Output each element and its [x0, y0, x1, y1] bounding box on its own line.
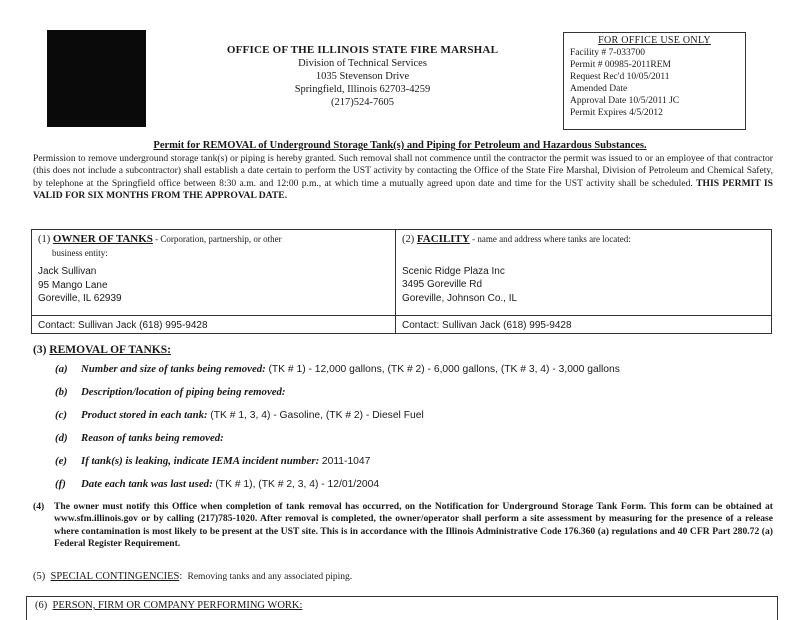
owner-name: Jack Sullivan	[38, 266, 97, 277]
owner-street: 95 Mango Lane	[38, 279, 108, 291]
removal-item: (b) Description/location of piping being removed:	[55, 386, 286, 398]
special-num: (5)	[33, 571, 46, 582]
notice-num: (4)	[33, 501, 45, 512]
removal-item: (f) Date each tank was last used: (TK # 1), (TK # 2, 3, 4) - 12/01/2004	[55, 478, 380, 490]
removal-heading: REMOVAL OF TANKS:	[49, 344, 171, 356]
person-num: (6)	[35, 600, 48, 611]
owner-sub: - Corporation, partnership, or other	[152, 234, 282, 244]
facility-city: Goreville, Johnson Co., IL	[402, 292, 518, 304]
removal-item: (e) If tank(s) is leaking, indicate IEMA incident number: 2011-1047	[55, 455, 371, 467]
permit-validity: THIS PERMIT IS VALID FOR SIX MONTHS FROM THE APPROVAL DATE.	[33, 177, 774, 202]
owner-city: Goreville, IL 62939	[38, 293, 122, 304]
notice-text: The owner must notify this Office when completion of tank removal has occurred, on the Notification for Underground Storage Tank Form. This form can be obtained at www.sfm.illinois.gov or by calling (217)785-1020. After removal is completed, the owner/operator shall perform a site assessment by measuring for the presence of a release where contamination is most likely to be present at the UST site. This is in accordance with the Illinois Administrative Code 176.360 (a) regulations and 40 CFR Part 280.72 (a) Federal Register Requirement.	[54, 501, 773, 550]
facility-heading: FACILITY	[416, 233, 470, 245]
owner-contact: Contact: Sullivan Jack (618) 995-9428	[38, 320, 208, 331]
facility-street: 3495 Goreville Rd	[402, 279, 483, 290]
owner-cell	[38, 233, 388, 306]
office-use-line: Approval Date 10/5/2011 JC	[570, 96, 680, 106]
person-heading: PERSON, FIRM OR COMPANY PERFORMING WORK:	[52, 600, 303, 611]
office-use-line: Facility # 7-033700	[570, 48, 645, 58]
redacted-logo	[47, 30, 146, 127]
agency-division: Division of Technical Services	[298, 58, 427, 69]
owner-sub2: business entity:	[52, 247, 108, 258]
special-text: Removing tanks and any associated piping.	[187, 572, 353, 582]
facility-name: Scenic Ridge Plaza Inc	[402, 265, 505, 277]
special-heading: SPECIAL CONTINGENCIES	[50, 571, 180, 582]
office-use-box	[563, 32, 746, 130]
agency-street: 1035 Stevenson Drive	[315, 71, 410, 82]
office-use-line: Permit # 00985-2011REM	[570, 60, 671, 70]
special-contingencies: (5) SPECIAL CONTINGENCIES: Removing tanks and any associated piping.	[33, 571, 353, 582]
facility-sub: - name and address where tanks are located:	[469, 234, 631, 244]
facility-num: (2)	[402, 234, 415, 245]
agency-phone: (217)524-7605	[331, 97, 394, 108]
facility-contact: Contact: Sullivan Jack (618) 995-9428	[402, 320, 572, 331]
office-use-line: Permit Expires 4/5/2012	[570, 108, 663, 118]
owner-num: (1)	[38, 234, 51, 245]
person-performing-work	[26, 596, 778, 620]
agency-city: Springfield, Illinois 62703-4259	[294, 84, 431, 95]
agency-name: OFFICE OF THE ILLINOIS STATE FIRE MARSHAL	[226, 44, 499, 56]
office-use-line: Request Rec'd 10/05/2011	[570, 72, 670, 82]
removal-num: (3)	[33, 344, 47, 356]
removal-item: (d) Reason of tanks being removed:	[55, 432, 224, 444]
notice-section	[33, 501, 773, 551]
agency-header	[190, 44, 535, 109]
owner-facility-table	[31, 229, 772, 334]
office-use-line: Amended Date	[570, 84, 628, 94]
office-use-header: FOR OFFICE USE ONLY	[598, 35, 711, 46]
removal-heading-row	[33, 344, 171, 356]
permit-body-text: Permission to remove underground storage tank(s) or piping is hereby granted. Such removal shall not commence until the contractor the permit was issued to or an employee of that contractor (this does not include a subcontractor) shall establish a date certain to perform the UST activity by contacting the Office of the State Fire Marshal, Division of Petroleum and Chemical Safety, by telephone at the Springfield office between 8:30 a.m. and 12:00 p.m., at which time a mutually agreed upon date and time for the UST activity shall be scheduled.	[33, 153, 773, 189]
facility-cell	[402, 233, 767, 305]
owner-heading: OWNER OF TANKS	[52, 233, 153, 245]
permit-title: Permit for REMOVAL of Underground Storage Tank(s) and Piping for Petroleum and Hazardous Substances.	[153, 140, 647, 151]
removal-item: (a) Number and size of tanks being removed: (TK # 1) - 12,000 gallons, (TK # 2) - 6,000 gallons, (TK # 3, 4) - 3,000 gallons	[55, 363, 620, 375]
permit-body	[33, 153, 773, 203]
removal-item: (c) Product stored in each tank: (TK # 1, 3, 4) - Gasoline, (TK # 2) - Diesel Fuel	[55, 409, 424, 421]
